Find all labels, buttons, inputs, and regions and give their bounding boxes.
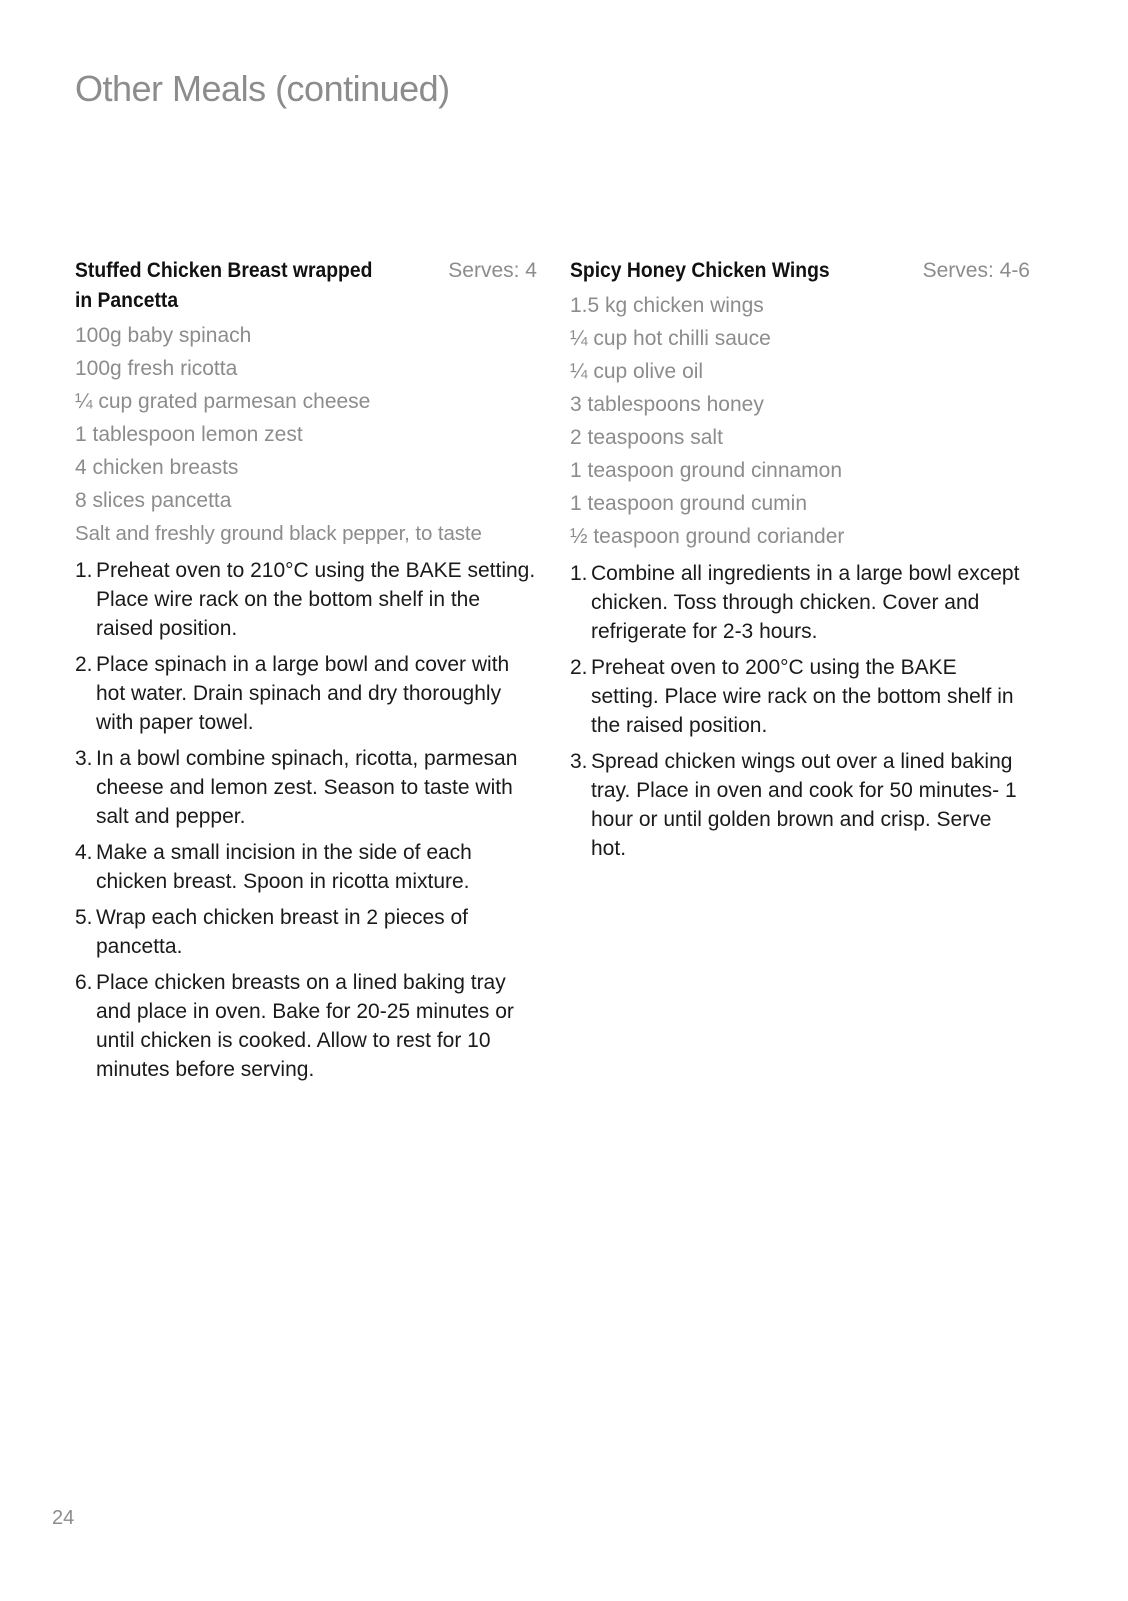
method-step — [570, 747, 1030, 863]
serves-label: Serves: 4 — [448, 259, 537, 282]
method-step — [75, 556, 537, 643]
page-title: Other Meals (continued) — [75, 68, 450, 109]
method-step — [570, 653, 1030, 740]
ingredient-item: 100g fresh ricotta — [75, 357, 238, 380]
ingredient-list — [75, 319, 537, 550]
ingredient-item: ¼ cup olive oil — [570, 360, 704, 383]
serves-label: Serves: 4-6 — [922, 259, 1030, 282]
ingredient-item: Salt and freshly ground black pepper, to taste — [75, 522, 482, 545]
ingredient-item: 4 chicken breasts — [75, 456, 239, 479]
recipe-header — [75, 256, 537, 316]
step-text: Place chicken breasts on a lined baking tray and place in oven. Bake for 20-25 minutes or until chicken is cooked. Allow to rest for 10 minutes before serving. — [96, 971, 514, 1081]
step-number: 3. — [75, 747, 93, 770]
method-step — [75, 838, 537, 896]
method-step — [75, 744, 537, 831]
step-number: 1. — [75, 559, 93, 582]
ingredient-item: 1 teaspoon ground cinnamon — [570, 459, 843, 482]
ingredient-item: 3 tablespoons honey — [570, 393, 764, 416]
ingredient-list — [570, 289, 1030, 553]
step-text: Make a small incision in the side of each chicken breast. Spoon in ricotta mixture. — [96, 841, 472, 893]
method-step — [75, 968, 537, 1084]
step-number: 1. — [570, 562, 588, 585]
step-number: 3. — [570, 750, 588, 773]
step-number: 6. — [75, 971, 93, 994]
step-text: Preheat oven to 210°C using the BAKE setting. Place wire rack on the bottom shelf in the raised position. — [96, 559, 536, 640]
ingredient-item: 8 slices pancetta — [75, 489, 232, 512]
method-step — [570, 559, 1030, 646]
step-text: Combine all ingredients in a large bowl except chicken. Toss through chicken. Cover and refrigerate for 2-3 hours. — [591, 562, 1020, 643]
ingredient-item: 100g baby spinach — [75, 324, 252, 347]
recipe-header — [570, 256, 1030, 286]
step-text: In a bowl combine spinach, ricotta, parmesan cheese and lemon zest. Season to taste with salt and pepper. — [96, 747, 518, 828]
step-text: Wrap each chicken breast in 2 pieces of pancetta. — [96, 906, 468, 958]
ingredient-item: ¼ cup hot chilli sauce — [570, 327, 771, 350]
ingredient-item: 2 teaspoons salt — [570, 426, 723, 449]
step-text: Spread chicken wings out over a lined baking tray. Place in oven and cook for 50 minutes- 1 hour or until golden brown and crisp. Serve hot. — [591, 750, 1017, 860]
ingredient-item: ¼ cup grated parmesan cheese — [75, 390, 371, 413]
step-number: 4. — [75, 841, 93, 864]
recipe-spicy-honey-chicken-wings — [570, 256, 1030, 870]
ingredient-item: 1 tablespoon lemon zest — [75, 423, 303, 446]
method-step — [75, 903, 537, 961]
method-steps — [570, 559, 1030, 863]
ingredient-item: ½ teaspoon ground coriander — [570, 525, 845, 548]
step-number: 2. — [570, 656, 588, 679]
step-number: 5. — [75, 906, 93, 929]
page-number: 24 — [52, 1507, 75, 1529]
step-text: Preheat oven to 200°C using the BAKE setting. Place wire rack on the bottom shelf in the raised position. — [591, 656, 1014, 737]
method-steps — [75, 556, 537, 1084]
recipe-title: Spicy Honey Chicken Wings — [570, 259, 830, 282]
method-step — [75, 650, 537, 737]
step-number: 2. — [75, 653, 93, 676]
ingredient-item: 1 teaspoon ground cumin — [570, 492, 807, 515]
step-text: Place spinach in a large bowl and cover with hot water. Drain spinach and dry thoroughly with paper towel. — [96, 653, 510, 734]
ingredient-item: 1.5 kg chicken wings — [570, 294, 764, 317]
recipe-stuffed-chicken-breast — [75, 256, 537, 1091]
recipe-title: Stuffed Chicken Breast wrapped in Pancetta — [75, 259, 373, 312]
